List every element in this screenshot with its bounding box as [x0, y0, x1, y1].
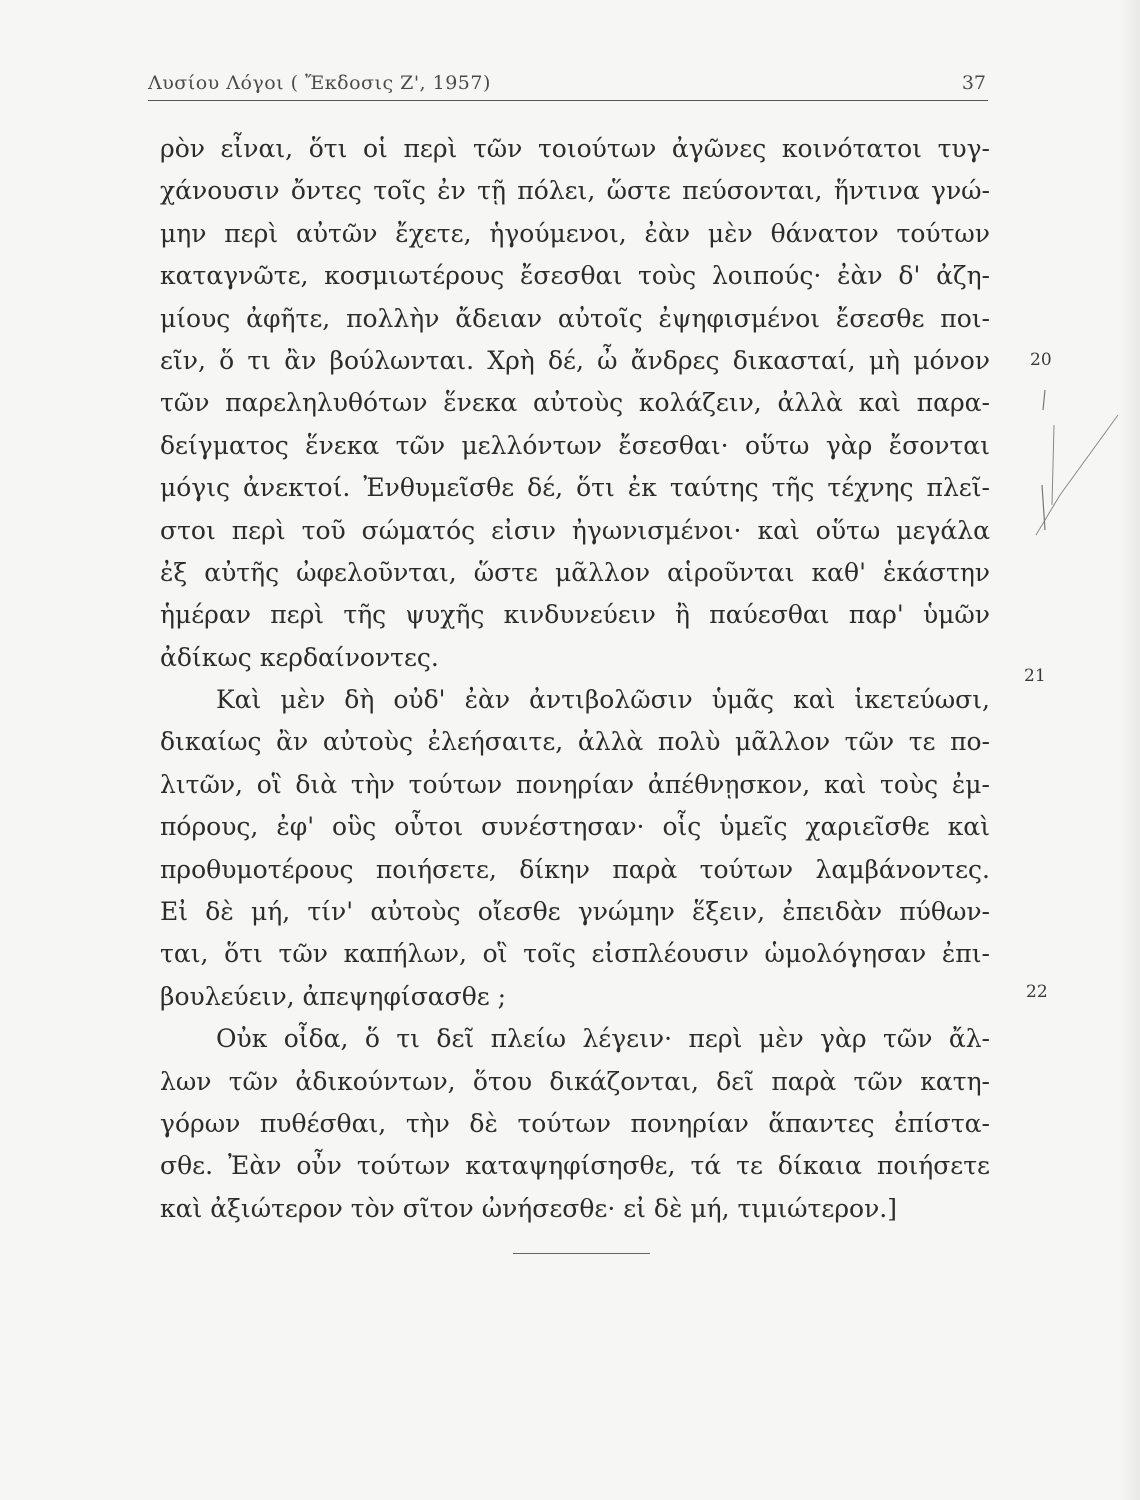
page-edge-shadow	[1118, 0, 1140, 1500]
text-line: πόρους, ἐφ' οὓς οὗτοι συνέστησαν· οἷς ὑμεῖς χαριεῖσθε καὶ	[160, 812, 990, 842]
text-line: μόγις ἀνεκτοί. Ἐνθυμεῖσθε δέ, ὅτι ἐκ ταύτης τῆς τέχνης πλεῖ-	[160, 473, 990, 503]
section-number-20: 20	[1030, 350, 1052, 370]
text-line: χάνουσιν ὄντες τοῖς ἐν τῇ πόλει, ὥστε πεύσονται, ἥντινα γνώ-	[160, 176, 990, 206]
text-line: Εἰ δὲ μή, τίν' αὐτοὺς οἴεσθε γνώμην ἕξειν, ἐπειδὰν πύθων-	[160, 897, 990, 927]
text-line: μην περὶ αὐτῶν ἔχετε, ἡγούμενοι, ἐὰν μὲν θάνατον τούτων	[160, 218, 990, 248]
text-line: καταγνῶτε, κοσμιωτέρους ἔσεσθαι τοὺς λοιπούς· ἐὰν δ' ἀζη-	[160, 261, 990, 291]
text-line: εῖν, ὅ τι ἂν βούλωνται. Χρὴ δέ, ὦ ἄνδρες δικασταί, μὴ μόνον	[160, 345, 990, 375]
section-number-22: 22	[1026, 982, 1048, 1002]
text-line: ἐξ αὐτῆς ὠφελοῦνται, ὥστε μᾶλλον αἱροῦνται καθ' ἑκάστην	[160, 557, 990, 587]
text-line: ρὸν εἶναι, ὅτι οἱ περὶ τῶν τοιούτων ἀγῶνες κοινότατοι τυγ-	[160, 134, 990, 163]
pencil-margin-mark	[1030, 385, 1130, 555]
text-line: λων τῶν ἀδικούντων, ὅτου δικάζονται, δεῖ παρὰ τῶν κατη-	[160, 1066, 990, 1096]
text-line: Καὶ μὲν δὴ οὐδ' ἐὰν ἀντιβολῶσιν ὑμᾶς καὶ ἱκετεύωσι,	[216, 685, 990, 715]
text-line: γόρων πυθέσθαι, τὴν δὲ τούτων πονηρίαν ἅπαντες ἐπίστα-	[160, 1108, 990, 1138]
section-number-21: 21	[1024, 666, 1046, 686]
text-line: βουλεύειν, ἀπεψηφίσασθε ;	[160, 981, 507, 1011]
page-number: 37	[961, 72, 986, 94]
text-line: ἀδίκως κερδαίνοντες.	[160, 642, 439, 672]
running-title: Λυσίου Λόγοι ( Ἔκδοσις Ζ', 1957)	[148, 72, 491, 94]
greek-text-body	[160, 128, 1052, 1230]
text-line: λιτῶν, οἳ διὰ τὴν τούτων πονηρίαν ἀπέθνῃσκον, καὶ τοὺς ἐμ-	[160, 769, 990, 799]
text-line: ται, ὅτι τῶν καπήλων, οἳ τοῖς εἰσπλέουσιν ὡμολόγησαν ἐπι-	[160, 939, 990, 969]
text-line: δικαίως ἂν αὐτοὺς ἐλεήσαιτε, ἀλλὰ πολὺ μᾶλλον τῶν τε πο-	[160, 727, 990, 757]
text-line: προθυμοτέρους ποιήσετε, δίκην παρὰ τούτων λαμβάνοντες.	[160, 854, 990, 884]
text-line: ἡμέραν περὶ τῆς ψυχῆς κινδυνεύειν ἢ παύεσθαι παρ' ὑμῶν	[160, 600, 990, 630]
text-line: τῶν παρεληλυθότων ἕνεκα αὐτοὺς κολάζειν, ἀλλὰ καὶ παρα-	[160, 388, 990, 418]
text-line: Οὐκ οἶδα, ὅ τι δεῖ πλείω λέγειν· περὶ μὲν γὰρ τῶν ἄλ-	[216, 1024, 990, 1054]
text-line: στοι περὶ τοῦ σώματός εἰσιν ἠγωνισμένοι· καὶ οὕτω μεγάλα	[160, 515, 990, 545]
text-line: μίους ἀφῆτε, πολλὴν ἄδειαν αὐτοῖς ἐψηφισμένοι ἔσεσθε ποι-	[160, 303, 990, 333]
closing-rule	[513, 1253, 650, 1254]
running-header	[148, 66, 988, 101]
text-line: δείγματος ἕνεκα τῶν μελλόντων ἔσεσθαι· οὕτω γὰρ ἔσονται	[160, 430, 990, 460]
text-line: καὶ ἀξιώτερον τὸν σῖτον ὠνήσεσθε· εἰ δὲ μή, τιμιώτερον.]	[160, 1193, 897, 1223]
text-line: σθε. Ἐὰν οὖν τούτων καταψηφίσησθε, τά τε δίκαια ποιήσετε	[160, 1151, 990, 1181]
